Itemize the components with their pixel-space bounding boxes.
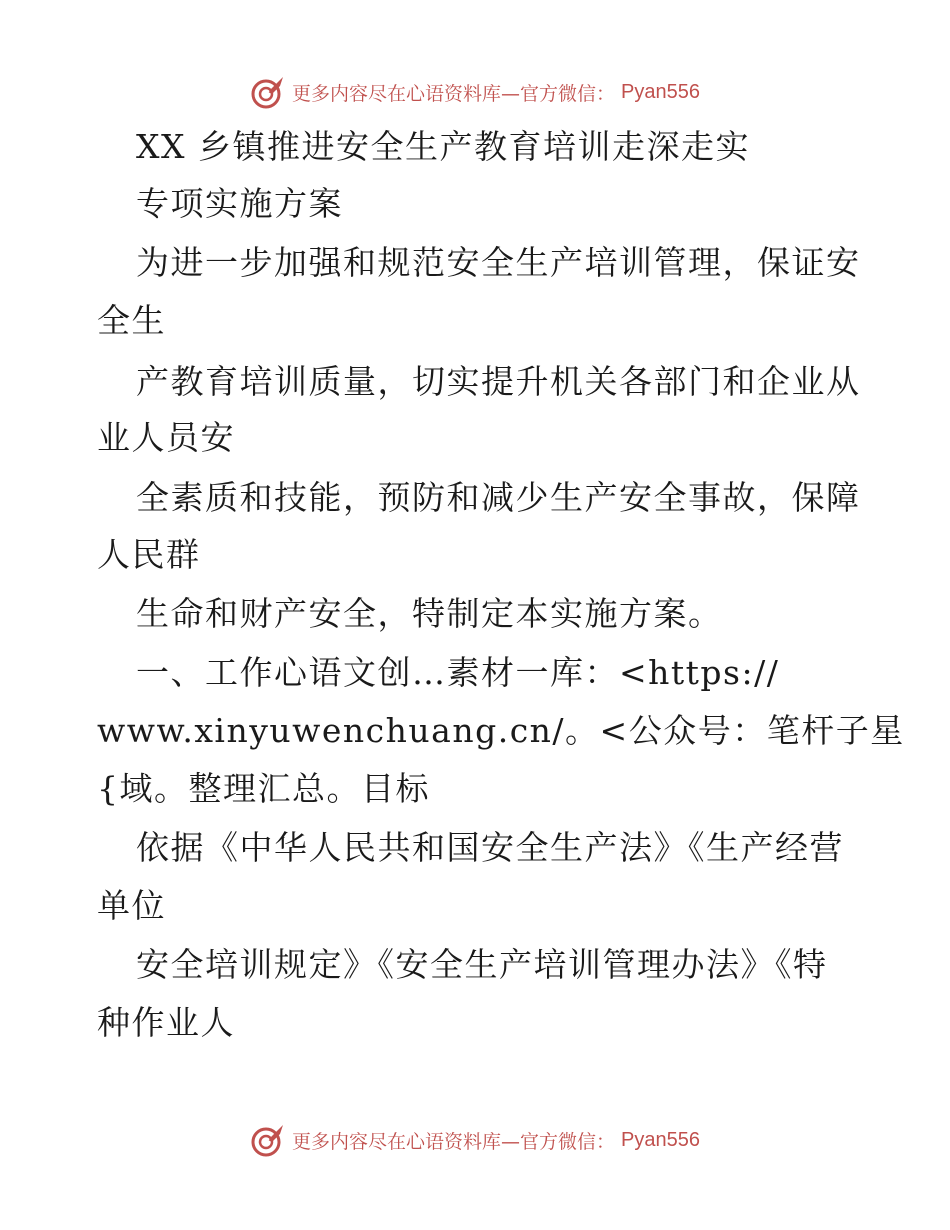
doc-line: 全素质和技能，预防和减少生产安全事故，保障 <box>136 478 861 517</box>
quill-logo-icon <box>250 1122 286 1158</box>
footer-banner-text: 更多内容尽在心语资料库—官方微信： <box>292 1130 616 1153</box>
doc-line: 产教育培训质量，切实提升机关各部门和企业从 <box>136 362 861 401</box>
doc-line: 人民群 <box>97 535 201 574</box>
header-banner-text: 更多内容尽在心语资料库—官方微信： <box>292 82 616 105</box>
doc-line: www.xinyuwenchuang.cn/。<公众号：笔杆子星 <box>97 711 905 750</box>
doc-line: 种作业人 <box>97 1003 235 1042</box>
footer-banner <box>0 1120 950 1160</box>
doc-line: 业人员安 <box>97 418 235 457</box>
doc-line: 一、工作心语文创…素材一库：<https:// <box>136 653 780 692</box>
quill-logo-icon <box>250 74 286 110</box>
doc-line: 全生 <box>97 301 166 340</box>
doc-line: 生命和财产安全，特制定本实施方案。 <box>136 594 723 633</box>
header-banner <box>0 72 950 112</box>
doc-title: XX 乡镇推进安全生产教育培训走深走实 <box>136 127 750 166</box>
doc-line: 为进一步加强和规范安全生产培训管理，保证安 <box>136 243 861 282</box>
doc-line: 安全培训规定》《安全生产培训管理办法》《特 <box>136 945 828 984</box>
doc-line: 依据《中华人民共和国安全生产法》《生产经营 <box>136 828 844 867</box>
header-banner-id: Pyan556 <box>621 80 700 103</box>
doc-subtitle: 专项实施方案 <box>136 184 343 223</box>
doc-line: {域。整理汇总。目标 <box>97 769 430 808</box>
doc-line: 单位 <box>97 886 166 925</box>
footer-banner-id: Pyan556 <box>621 1128 700 1151</box>
